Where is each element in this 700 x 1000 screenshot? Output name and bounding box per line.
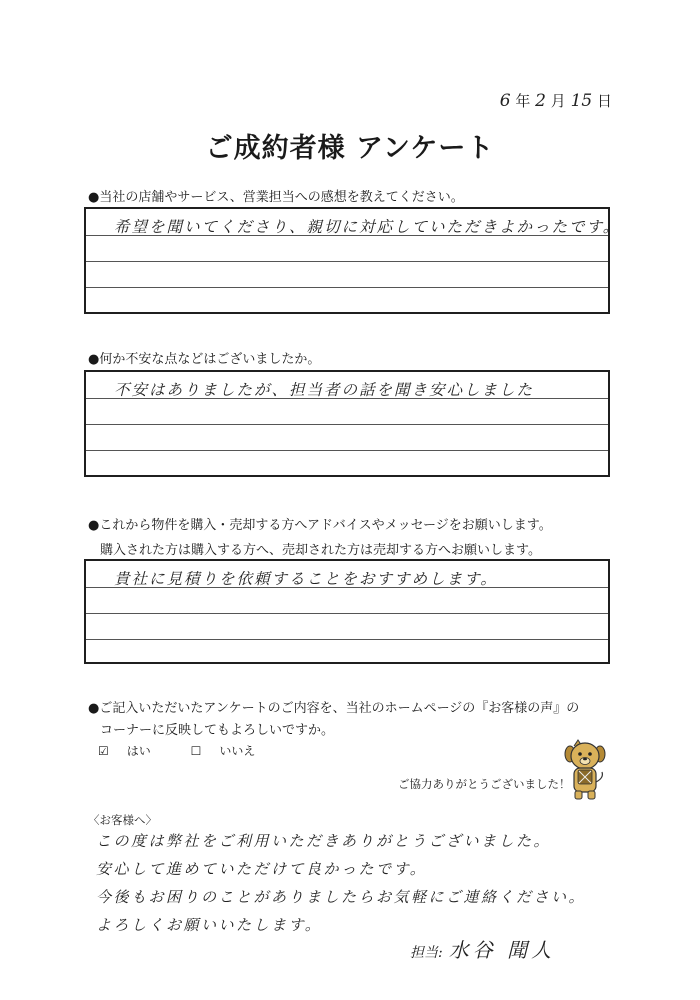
consent-no-option[interactable] — [191, 744, 274, 758]
customer-message-line-3: 今後もお困りのことがありましたらお気軽にご連絡ください。 — [96, 888, 587, 906]
answer-3-text: 貴社に見積りを依頼することをおすすめします。 — [114, 570, 498, 588]
survey-date — [500, 90, 612, 111]
date-day: 15 — [570, 91, 593, 111]
staff-signature — [410, 934, 555, 963]
customer-message-line-2: 安心して進めていただけて良かったです。 — [96, 860, 428, 878]
page-title: ご成約者様 アンケート — [205, 133, 495, 164]
answer-box-1 — [84, 207, 621, 314]
question-3-label: ●これから物件を購入・売却する方へアドバイスやメッセージをお願いします。 — [88, 518, 552, 533]
customer-message-line-4: よろしくお願いいたします。 — [96, 916, 323, 934]
consent-options — [98, 742, 291, 759]
consent-line-2: コーナーに反映してもよろしいですか。 — [100, 723, 335, 738]
consent-yes-option[interactable] — [98, 744, 169, 758]
customer-section-label: 〈お客様へ〉 — [88, 813, 157, 827]
answer-2-text: 不安はありましたが、担当者の話を聞き安心しました — [114, 381, 535, 399]
checkbox-checked-icon: ☑ — [98, 744, 109, 758]
dog-mascot-icon — [562, 738, 608, 802]
answer-1-text: 希望を聞いてくださり、親切に対応していただきよかったです。 — [114, 218, 621, 236]
date-month: 2 — [535, 91, 546, 111]
date-year: 6 — [499, 91, 511, 111]
date-year-unit: 年 — [515, 92, 531, 110]
consent-yes-label: はい — [126, 744, 151, 758]
date-day-unit: 日 — [596, 92, 612, 110]
signature-label: 担当: — [410, 945, 443, 961]
answer-box-2 — [84, 370, 610, 477]
date-month-unit: 月 — [550, 92, 566, 110]
thanks-message: ご協力ありがとうございました！ — [398, 777, 571, 791]
answer-box-3 — [84, 559, 610, 664]
consent-no-label: いいえ — [219, 744, 256, 758]
question-1-label: ●当社の店舗やサービス、営業担当への感想を教えてください。 — [88, 190, 464, 205]
question-2-label: ●何か不安な点などはございましたか。 — [88, 352, 321, 367]
consent-line-1: ●ご記入いただいたアンケートのご内容を、当社のホームページの『お客様の声』の — [88, 701, 580, 716]
checkbox-empty-icon: ☐ — [190, 744, 202, 758]
question-3-sublabel: 購入された方は購入する方へ、売却された方は売却する方へお願いします。 — [100, 543, 541, 558]
customer-message-line-1: この度は弊社をご利用いただきありがとうございました。 — [96, 832, 552, 850]
signature-name: 水谷 聞人 — [448, 938, 556, 962]
